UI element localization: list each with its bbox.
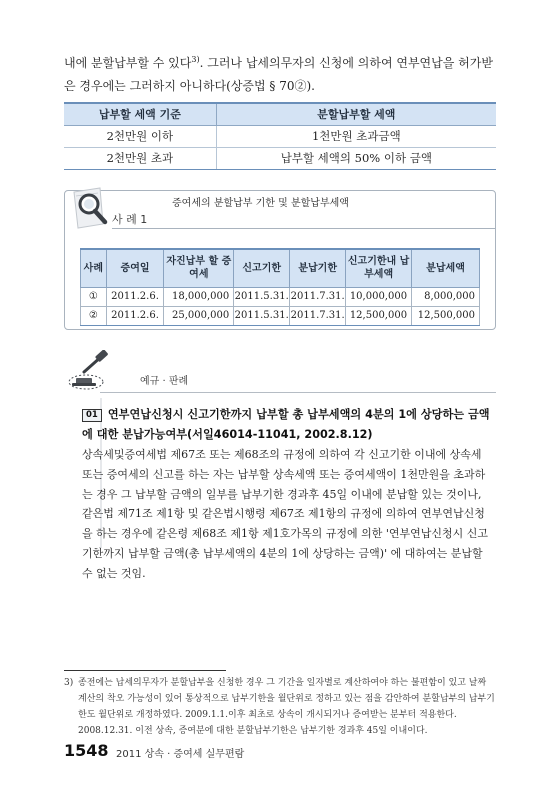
table-header-cell: 자진납부 할 증여세 bbox=[164, 249, 234, 287]
table-row bbox=[81, 306, 480, 325]
table-header-cell: 신고기한내 납부세액 bbox=[346, 249, 412, 287]
ruling-heading bbox=[82, 405, 494, 445]
divider bbox=[100, 392, 496, 393]
book-title: 2011 상속 · 증여세 실무편람 bbox=[116, 749, 245, 760]
table-cell: ② bbox=[81, 306, 107, 325]
table-header-cell: 사례 bbox=[81, 249, 107, 287]
table-header-cell: 분납기한 bbox=[290, 249, 346, 287]
table-cell: 1천만원 초과금액 bbox=[216, 125, 496, 147]
table-header-cell: 납부할 세액 기준 bbox=[64, 103, 216, 125]
table-cell: 2011.2.6. bbox=[106, 287, 164, 306]
table-cell: 12,500,000 bbox=[346, 306, 412, 325]
split-payment-table bbox=[64, 102, 496, 170]
table-row bbox=[81, 287, 480, 306]
intro-text-a: 내에 분할납부할 수 있다 bbox=[64, 56, 192, 70]
table-header-row bbox=[64, 103, 496, 125]
footnote-divider bbox=[64, 670, 226, 671]
table-row bbox=[64, 147, 496, 169]
case-title: 증여세의 분할납부 기한 및 분할납부세액 bbox=[172, 198, 349, 209]
divider bbox=[112, 228, 496, 229]
table-header-cell: 신고기한 bbox=[234, 249, 290, 287]
table-cell: 2011.7.31. bbox=[290, 287, 346, 306]
table-cell: 18,000,000 bbox=[164, 287, 234, 306]
table-row bbox=[64, 125, 496, 147]
ruling-body: 상속세및증여세법 제67조 또는 제68조의 규정에 의하여 각 신고기한 이내에 상속세 또는 증여세의 신고를 하는 자는 납부할 상속세액 또는 증여세액이 1천만원을 초과하는 경우 그 납부할 금액의 일부를 납부기한 경과후 45일 이내에 분납할 있는 것이나, 같은법 제71조 제1항 및 같은법시행령 제67조 제1항의 규정에 의하여 연부연납신청을 하는 경우에 같은령 제68조 제1항 제1호가목의 규정에 의한 '연부연납신청시 신고기한까지 납부할 금액(총 납부세액의 4분의 1에 상당하는 금액)' 에 대하여는 분납할 수 없는 것임. bbox=[82, 448, 489, 580]
ruling-number-badge: 01 bbox=[82, 409, 102, 422]
table-cell: 납부할 세액의 50% 이하 금액 bbox=[216, 147, 496, 169]
magnifier-icon bbox=[70, 184, 116, 230]
table-cell: 2천만원 초과 bbox=[64, 147, 216, 169]
gavel-icon bbox=[66, 350, 110, 392]
table-cell: 12,500,000 bbox=[412, 306, 480, 325]
footnote-text: 종전에는 납세의무자가 분할납부을 신청한 경우 그 기간을 일자별로 계산하여야 하는 불편함이 있고 날짜 계산의 착오 가능성이 있어 통상적으로 납부기한을 월단위로 정하고 있는 점을 감안하여 분할납부의 납부기한도 월단위로 개정하였다. 2009.1.1.이후 최초로 상속이 개시되거나 증여받는 분부터 적용한다. 2008.12.31. 이전 상속, 증여분에 대한 분할납부기한은 납부기한 경과후 45일 이내이다. bbox=[78, 678, 495, 736]
table-cell: ① bbox=[81, 287, 107, 306]
table-header-cell: 분할납부할 세액 bbox=[216, 103, 496, 125]
table-cell: 2011.5.31. bbox=[234, 306, 290, 325]
table-cell: 25,000,000 bbox=[164, 306, 234, 325]
case-table bbox=[80, 248, 480, 326]
ruling-label: 예규 · 판례 bbox=[140, 376, 189, 387]
table-cell: 2천만원 이하 bbox=[64, 125, 216, 147]
table-header-cell: 증여일 bbox=[106, 249, 164, 287]
case-label: 사 례 1 bbox=[112, 213, 148, 226]
intro-paragraph bbox=[64, 48, 494, 98]
table-header-cell: 분납세액 bbox=[412, 249, 480, 287]
table-cell: 2011.2.6. bbox=[106, 306, 164, 325]
table-cell: 10,000,000 bbox=[346, 287, 412, 306]
table-cell: 2011.7.31. bbox=[290, 306, 346, 325]
footnote bbox=[64, 675, 496, 739]
intro-text-b: . 그러나 납세의무자의 신청에 의하여 연부연납을 허가받은 경우에는 그러하지 아니하다(상증법 § 70②). bbox=[64, 56, 493, 93]
ruling-title: 연부연납신청시 신고기한까지 납부할 총 납부세액의 4분의 1에 상당하는 금액에 대한 분납가능여부(서일46014-11041, 2002.8.12) bbox=[82, 408, 490, 441]
footnote-ref[interactable]: 3) bbox=[191, 55, 200, 64]
footnote-mark: 3) bbox=[64, 678, 74, 688]
table-cell: 2011.5.31. bbox=[234, 287, 290, 306]
page-number: 1548 bbox=[64, 741, 109, 760]
table-header-row bbox=[81, 249, 480, 287]
table-cell: 8,000,000 bbox=[412, 287, 480, 306]
